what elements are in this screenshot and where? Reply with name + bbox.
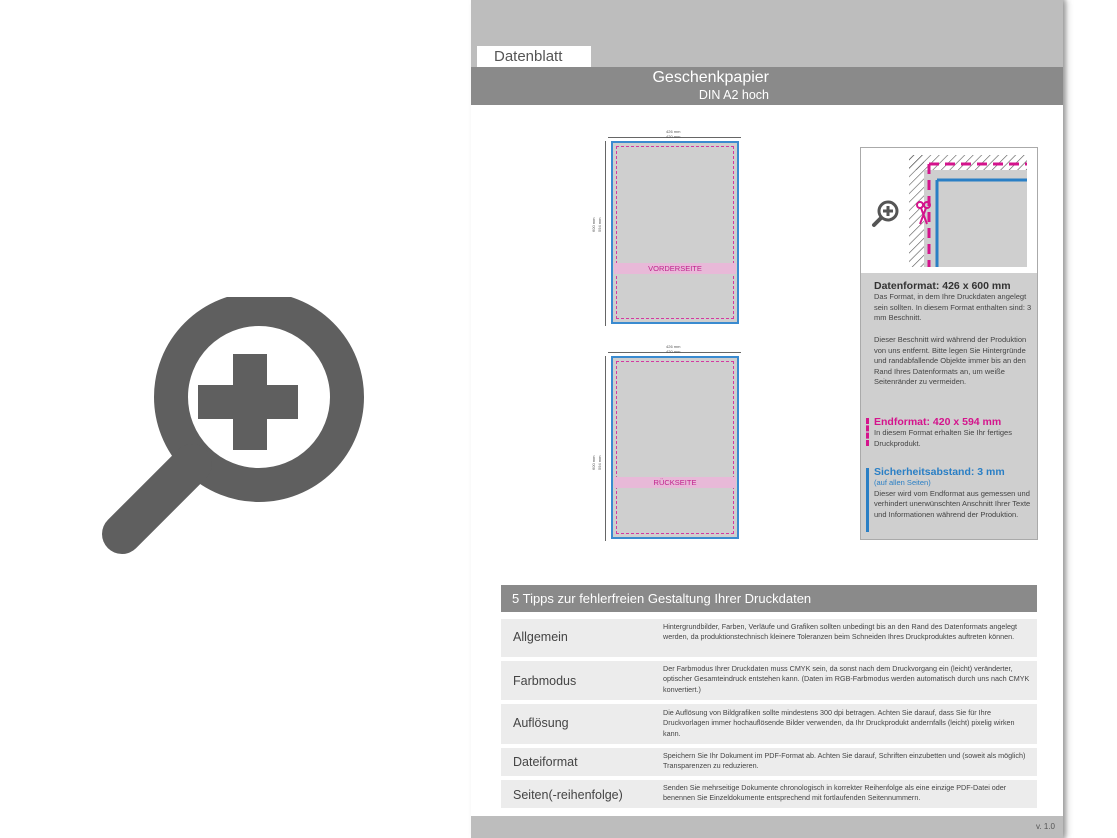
height-dimension-line [605,141,606,326]
tips-heading: 5 Tipps zur fehlerfreien Gestaltung Ihrer Druckdaten [501,585,1037,612]
tip-row-allgemein [501,619,1037,657]
height-inner-label: 594 mm [597,217,602,232]
height-outer-label-back: 600 mm [591,455,596,470]
corner-zoom-preview [861,148,1037,273]
datenformat-title: Datenformat: 426 x 600 mm [874,280,1011,292]
sheet-shadow [1063,0,1068,838]
corner-detail-illustration [861,148,1037,273]
sicherheit-text: Dieser wird vom Endformat aus gemessen und verhindert unerwünschten Anschnitt Ihrer Texte und Informationen während der Produktion. [874,488,1031,519]
footer-bar [471,816,1063,838]
tip-label: Seiten(-reihenfolge) [513,788,623,802]
datasheet-tag: Datenblatt [477,46,591,67]
tip-text: Die Auflösung von Bildgrafiken sollte mindestens 300 dpi betragen. Achten Sie darauf, dass Sie für Ihre Druckvorlagen immer hochauflösende Bilder verwenden, da Ihr Druckprodukt andernfalls (leicht) pixelig wirken kann. [663,708,1015,738]
tip-label: Dateiformat [513,755,578,769]
tip-row-farbmodus [501,661,1037,700]
sicherheit-marker [866,468,869,532]
tip-row-aufloesung [501,704,1037,744]
product-size: DIN A2 hoch [698,88,769,102]
height-inner-label-back: 594 mm [597,455,602,470]
width-inner-label: 420 mm [666,134,681,139]
zoom-in-icon[interactable] [100,297,370,557]
tip-label: Farbmodus [513,674,577,688]
tip-label: Auflösung [513,716,569,730]
endformat-text: In diesem Format erhalten Sie Ihr fertiges Druckprodukt. [874,428,1012,448]
width-inner-label-back: 420 mm [666,349,681,354]
sicherheit-title: Sicherheitsabstand: 3 mm [874,466,1005,478]
zoom-small-icon [874,202,897,225]
beschnitt-text: Dieser Beschnitt wird während der Produktion von uns entfernt. Bitte legen Sie Hintergründe und randabfallende Objekte immer bis an den Rand Ihres Datenformats an, um weiße Seitenränder zu vermeiden. [874,335,1027,386]
datenformat-text: Das Format, in dem Ihre Druckdaten angelegt sein sollten. In diesem Format enthalten sind: 3 mm Beschnitt. [874,292,1032,322]
front-side-label: VORDERSEITE [614,263,736,274]
width-outer-label: 426 mm [666,129,681,134]
height-dimension-line-back [605,356,606,541]
tip-row-dateiformat [501,748,1037,776]
version-label: v. 1.0 [1036,822,1055,831]
sicherheit-section [874,466,1034,520]
datasheet-page[interactable] [471,0,1063,838]
tip-row-seiten [501,780,1037,808]
height-outer-label: 600 mm [591,217,596,232]
back-side-label: RÜCKSEITE [614,477,736,488]
product-name: Geschenkpapier [652,69,769,86]
back-safe-line [616,361,734,534]
datenformat-section [874,280,1034,324]
product-title-block [652,68,769,103]
tip-label: Allgemein [513,630,568,644]
front-safe-line [616,146,734,319]
tip-text: Hintergrundbilder, Farben, Verläufe und Grafiken sollten unbedingt bis an den Rand des Datenformats angelegt werden, da produktionstechnisch kleinere Toleranzen beim Schneiden Ihres Druckproduktes auftreten können. [663,622,1018,642]
sicherheit-sub: (auf allen Seiten) [874,478,931,487]
tip-text: Speichern Sie Ihr Dokument im PDF-Format ab. Achten Sie darauf, Schriften einzubetten und (soweit als möglich) Transparenzen zu reduzieren. [663,751,1026,771]
info-panel [860,147,1038,540]
beschnitt-section [874,335,1034,388]
endformat-marker [866,418,872,446]
endformat-title: Endformat: 420 x 594 mm [874,416,1002,428]
width-outer-label-back: 426 mm [666,344,681,349]
tip-text: Der Farbmodus Ihrer Druckdaten muss CMYK sein, da sonst nach dem Druckvorgang ein (leicht) veränderter, optischer Gesamteindruck entstehen kann. (Daten im RGB-Farbmodus werden automatisch durch uns nach CMYK konvertiert.) [663,664,1030,694]
tip-text: Senden Sie mehrseitige Dokumente chronologisch in korrekter Reihenfolge als eine einzige PDF-Datei oder benennen Sie Einzeldokumente entsprechend mit fortlaufenden Seitennummern. [663,783,1007,803]
endformat-section [874,416,1034,449]
